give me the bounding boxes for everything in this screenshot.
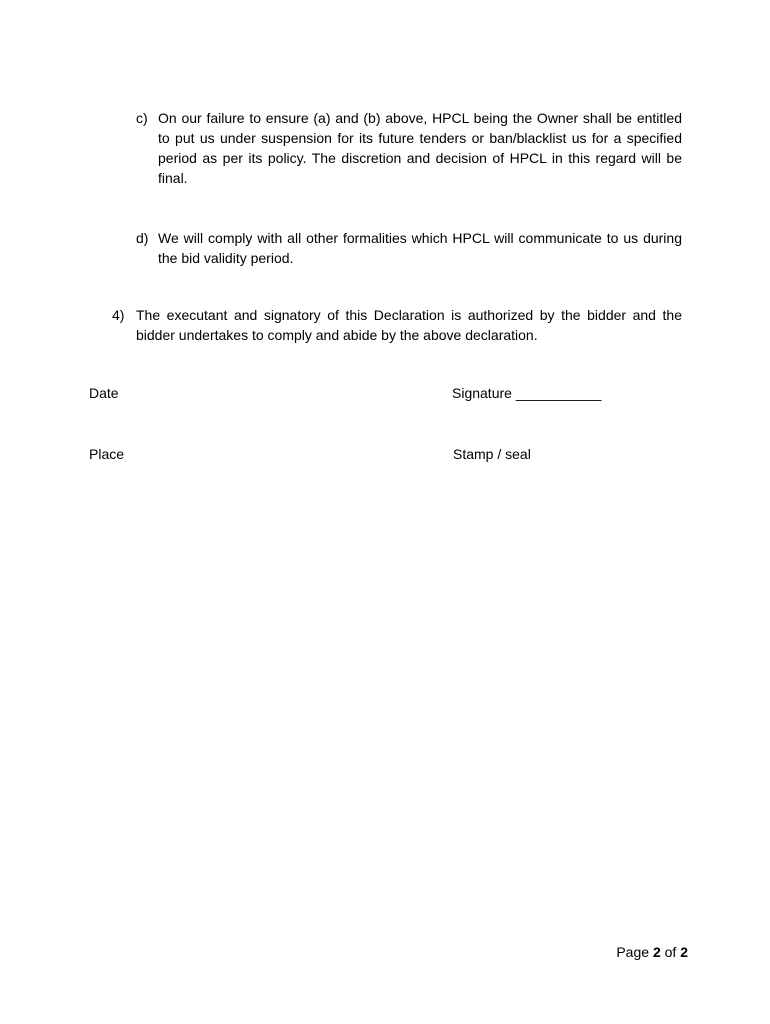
- signature-label: Signature ___________: [452, 385, 602, 401]
- clause-4: [112, 305, 682, 345]
- clause-d-marker: d): [136, 230, 149, 246]
- page-word: Page: [616, 944, 650, 960]
- clause-4-text: The executant and signatory of this Declaration is authorized by the bidder and the bidder undertakes to comply and abide by the above declaration.: [136, 307, 682, 343]
- clause-d-text: We will comply with all other formalities which HPCL will communicate to us during the bid validity period.: [158, 230, 682, 266]
- total-pages-number: 2: [680, 944, 688, 960]
- stamp-seal-label: Stamp / seal: [453, 446, 531, 462]
- place-label: Place: [89, 446, 125, 462]
- clause-d: [136, 228, 682, 268]
- clause-4-marker: 4): [112, 307, 125, 323]
- date-label: Date: [89, 385, 119, 401]
- of-word: of: [664, 944, 677, 960]
- page-number-footer: [616, 942, 688, 962]
- clause-c: [136, 108, 682, 188]
- clause-c-text: On our failure to ensure (a) and (b) above, HPCL being the Owner shall be entitled to put us under suspension for its future tenders or ban/blacklist us for a specified period as per its policy. The discretion and decision of HPCL in this regard will be final.: [158, 110, 682, 186]
- clause-c-marker: c): [136, 110, 148, 126]
- current-page-number: 2: [652, 944, 661, 960]
